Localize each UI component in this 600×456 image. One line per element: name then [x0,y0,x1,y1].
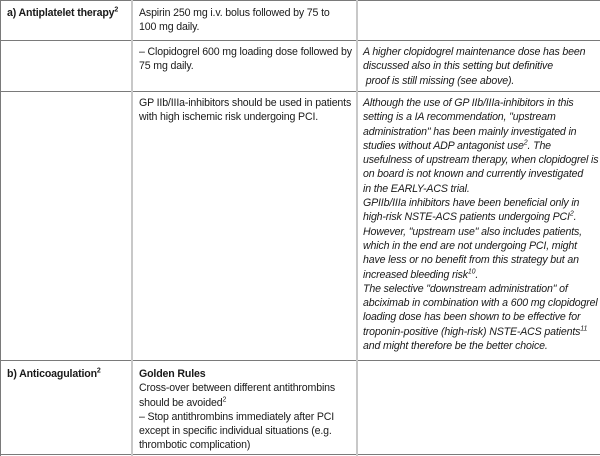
recommendation-clopidogrel [139,45,351,74]
category-label: b) Anticoagulation [7,368,97,380]
text-line: – Clopidogrel 600 mg loading dose followed by [139,46,352,58]
text-line: abciximab in combination with a 600 mg clopidogrel [363,297,598,310]
text-line [363,268,597,282]
text-line: – Stop antithrombins immediately after PCI [139,410,335,423]
text-line: proof is still missing (see above). [363,74,515,87]
footnote-ref: 2 [569,210,574,218]
text-line: and might therefore be the better choice. [363,340,548,353]
text-span: increased bleeding risk [363,268,468,281]
footnote-ref: 2 [222,396,227,404]
text-span: . [475,268,479,281]
text-line: GPIIb/IIIa inhibitors have been beneficial only in [363,197,580,210]
comment-gp-inhibitors [363,96,597,353]
row-divider [0,360,600,361]
text-span: . The [527,139,551,152]
text-line: thrombotic complication) [139,439,251,452]
text-line [363,139,597,153]
text-span: troponin-positive (high-risk) NSTE-ACS patients [363,325,581,338]
text-line: with high ischemic risk undergoing PCI. [139,111,319,124]
text-line: except in specific individual situations (e.g. [139,425,332,438]
text-line: in the EARLY-ACS trial. [363,182,470,195]
text-span: studies without ADP antagonist use [363,139,524,152]
text-line: Although the use of GP IIb/IIIa-inhibitors in this [363,97,574,109]
text-line: administration" has been mainly investigated in [363,125,577,138]
column-divider [356,0,358,456]
text-span: should be avoided [139,396,223,409]
recommendation-golden-rules [139,367,351,453]
footnote-ref: 10 [467,268,476,276]
row-divider [0,0,600,1]
text-line: have less or no benefit from this strategy but an [363,254,579,267]
footnote-ref: 2 [114,6,119,14]
text-line: 100 mg daily. [139,21,200,34]
category-antiplatelet [7,6,127,20]
category-label: a) Antiplatelet therapy [7,7,115,19]
text-span: . [573,211,577,224]
row-divider [0,454,600,455]
text-line: A higher clopidogrel maintenance dose has been [363,46,586,58]
text-line [139,396,351,410]
text-line: The selective "downstream administration" of [363,282,568,295]
text-line: Cross-over between different antithrombins [139,382,336,395]
text-line: However, "upstream use" also includes patients, [363,225,582,238]
golden-rules-heading: Golden Rules [139,368,206,380]
text-line: usefulness of upstream therapy, when clopidogrel is [363,154,599,167]
row-divider [0,40,600,41]
text-line: GP IIb/IIIa-inhibitors should be used in patients [139,97,352,109]
text-line [363,210,597,224]
text-line: loading dose has been shown to be effective for [363,311,581,324]
text-line: on board is not known and currently investigated [363,168,584,181]
text-line: discussed also in this setting but definitive [363,60,553,73]
column-divider [131,0,133,456]
recommendation-gp-inhibitors [139,96,351,125]
text-line: which in the end are not undergoing PCI, might [363,239,577,252]
text-line [363,325,597,339]
text-span: high-risk NSTE-ACS patients undergoing PCI [363,211,570,224]
row-divider [0,91,600,92]
footnote-ref: 2 [523,139,528,147]
text-line: setting is a IA recommendation, "upstream [363,111,556,124]
table-left-border [0,0,1,456]
footnote-ref: 2 [96,367,101,375]
comment-clopidogrel [363,45,597,88]
recommendation-aspirin [139,6,351,35]
category-anticoagulation [7,367,127,381]
footnote-ref: 11 [580,325,588,333]
text-line: 75 mg daily. [139,60,194,73]
text-line: Aspirin 250 mg i.v. bolus followed by 75 to [139,7,330,19]
